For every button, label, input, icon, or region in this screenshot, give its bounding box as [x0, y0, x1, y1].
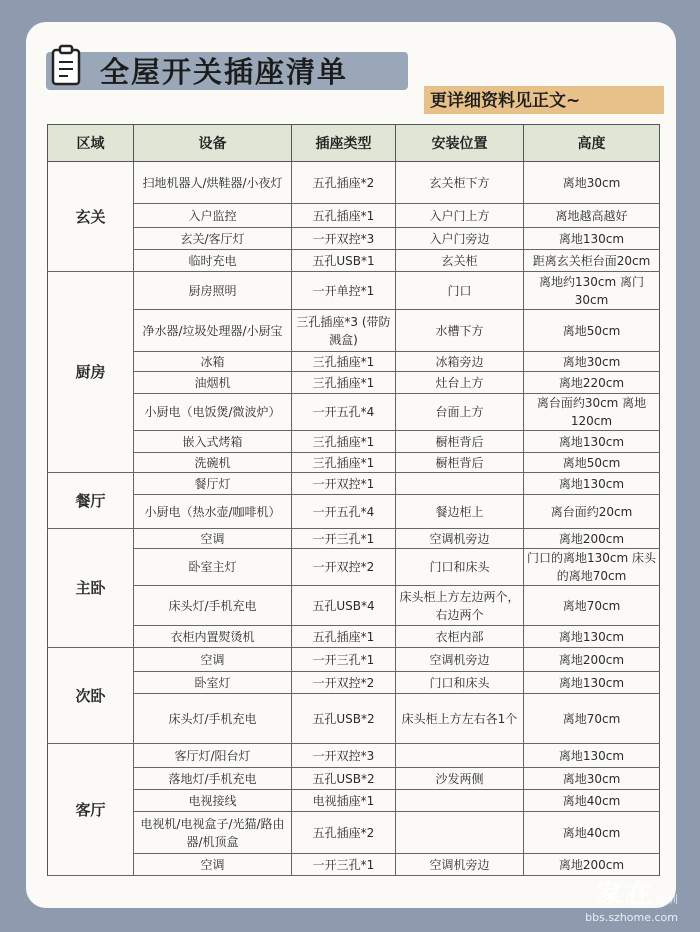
table-row — [48, 648, 660, 672]
device-cell: 落地灯/手机充电 — [134, 768, 292, 790]
device-cell: 电视接线 — [134, 790, 292, 812]
location-cell — [396, 473, 524, 495]
area-cell: 餐厅 — [48, 473, 134, 529]
height-cell: 离台面约30cm 离地120cm — [524, 394, 660, 431]
location-cell: 冰箱旁边 — [396, 352, 524, 372]
height-cell: 离地约130cm 离门30cm — [524, 272, 660, 310]
table-row — [48, 529, 660, 549]
table-row — [48, 250, 660, 272]
location-cell — [396, 744, 524, 768]
table-body — [48, 162, 660, 876]
height-cell: 离地30cm — [524, 768, 660, 790]
table-row — [48, 431, 660, 453]
table-row — [48, 586, 660, 626]
socket-type-cell: 一开五孔*4 — [292, 495, 396, 529]
table-row — [48, 854, 660, 876]
socket-type-cell: 五孔插座*1 — [292, 626, 396, 648]
area-cell: 次卧 — [48, 648, 134, 744]
height-cell: 离台面约20cm — [524, 495, 660, 529]
socket-type-cell: 五孔USB*4 — [292, 586, 396, 626]
device-cell: 嵌入式烤箱 — [134, 431, 292, 453]
height-cell: 离地200cm — [524, 854, 660, 876]
header-area: 区域 — [48, 125, 134, 162]
socket-type-cell: 五孔USB*2 — [292, 768, 396, 790]
socket-type-cell: 一开双控*2 — [292, 549, 396, 586]
socket-type-cell: 五孔USB*2 — [292, 694, 396, 744]
device-cell: 衣柜内置熨烫机 — [134, 626, 292, 648]
location-cell — [396, 812, 524, 854]
subtitle: 更详细资料见正文~ — [430, 91, 581, 111]
table-row — [48, 549, 660, 586]
location-cell: 餐边柜上 — [396, 495, 524, 529]
table-row — [48, 473, 660, 495]
area-cell: 主卧 — [48, 529, 134, 648]
socket-type-cell: 一开三孔*1 — [292, 648, 396, 672]
height-cell: 距离玄关柜台面20cm — [524, 250, 660, 272]
height-cell: 离地30cm — [524, 352, 660, 372]
device-cell: 餐厅灯 — [134, 473, 292, 495]
socket-type-cell: 一开双控*3 — [292, 228, 396, 250]
socket-type-cell: 三孔插座*1 — [292, 431, 396, 453]
device-cell: 油烟机 — [134, 372, 292, 394]
socket-type-cell: 一开双控*3 — [292, 744, 396, 768]
height-cell: 门口的离地130cm 床头的离地70cm — [524, 549, 660, 586]
location-cell — [396, 790, 524, 812]
height-cell: 离地30cm — [524, 162, 660, 204]
device-cell: 入户监控 — [134, 204, 292, 228]
socket-type-cell: 三孔插座*1 — [292, 453, 396, 473]
height-cell: 离地200cm — [524, 529, 660, 549]
device-cell: 洗碗机 — [134, 453, 292, 473]
socket-type-cell: 五孔插座*1 — [292, 204, 396, 228]
location-cell: 门口和床头 — [396, 549, 524, 586]
socket-type-cell: 一开五孔*4 — [292, 394, 396, 431]
height-cell: 离地40cm — [524, 790, 660, 812]
socket-type-cell: 三孔插座*1 — [292, 352, 396, 372]
watermark-city: 深圳 — [656, 893, 678, 906]
height-cell: 离地70cm — [524, 586, 660, 626]
height-cell: 离地130cm — [524, 431, 660, 453]
location-cell: 床头柜上方左边两个，右边两个 — [396, 586, 524, 626]
height-cell: 离地40cm — [524, 812, 660, 854]
location-cell: 台面上方 — [396, 394, 524, 431]
area-cell: 玄关 — [48, 162, 134, 272]
socket-type-cell: 三孔插座*1 — [292, 372, 396, 394]
table-row — [48, 812, 660, 854]
socket-type-cell: 一开三孔*1 — [292, 854, 396, 876]
socket-type-cell: 一开单控*1 — [292, 272, 396, 310]
area-cell: 厨房 — [48, 272, 134, 473]
location-cell: 门口 — [396, 272, 524, 310]
location-cell: 空调机旁边 — [396, 529, 524, 549]
socket-type-cell: 一开双控*2 — [292, 672, 396, 694]
socket-type-cell: 五孔USB*1 — [292, 250, 396, 272]
table-row — [48, 162, 660, 204]
height-cell: 离地越高越好 — [524, 204, 660, 228]
table-row — [48, 372, 660, 394]
height-cell: 离地200cm — [524, 648, 660, 672]
table-row — [48, 453, 660, 473]
location-cell: 灶台上方 — [396, 372, 524, 394]
area-cell: 客厅 — [48, 744, 134, 876]
table-row — [48, 694, 660, 744]
device-cell: 床头灯/手机充电 — [134, 694, 292, 744]
socket-type-cell: 一开三孔*1 — [292, 529, 396, 549]
device-cell: 厨房照明 — [134, 272, 292, 310]
device-cell: 卧室主灯 — [134, 549, 292, 586]
table-row — [48, 272, 660, 310]
height-cell: 离地70cm — [524, 694, 660, 744]
device-cell: 小厨电（电饭煲/微波炉） — [134, 394, 292, 431]
page-title: 全屋开关插座清单 — [100, 55, 349, 89]
socket-type-cell: 五孔插座*2 — [292, 812, 396, 854]
height-cell: 离地130cm — [524, 626, 660, 648]
device-cell: 空调 — [134, 529, 292, 549]
height-cell: 离地130cm — [524, 228, 660, 250]
table-row — [48, 204, 660, 228]
header-device: 设备 — [134, 125, 292, 162]
device-cell: 玄关/客厅灯 — [134, 228, 292, 250]
location-cell: 床头柜上方左右各1个 — [396, 694, 524, 744]
location-cell: 空调机旁边 — [396, 854, 524, 876]
watermark-url: bbs.szhome.com — [585, 911, 678, 924]
table-row — [48, 672, 660, 694]
location-cell: 橱柜背后 — [396, 453, 524, 473]
location-cell: 门口和床头 — [396, 672, 524, 694]
height-cell: 离地130cm — [524, 744, 660, 768]
table-row — [48, 394, 660, 431]
table-row — [48, 228, 660, 250]
watermark-brand: 家在 — [595, 880, 656, 910]
location-cell: 入户门旁边 — [396, 228, 524, 250]
device-cell: 空调 — [134, 648, 292, 672]
device-cell: 小厨电（热水壶/咖啡机） — [134, 495, 292, 529]
device-cell: 空调 — [134, 854, 292, 876]
table-header-row — [48, 125, 660, 162]
device-cell: 临时充电 — [134, 250, 292, 272]
height-cell: 离地50cm — [524, 453, 660, 473]
socket-type-cell: 五孔插座*2 — [292, 162, 396, 204]
location-cell: 橱柜背后 — [396, 431, 524, 453]
device-cell: 电视机/电视盒子/光猫/路由器/机顶盒 — [134, 812, 292, 854]
height-cell: 离地130cm — [524, 473, 660, 495]
table-row — [48, 495, 660, 529]
table-row — [48, 768, 660, 790]
location-cell: 玄关柜 — [396, 250, 524, 272]
device-cell: 冰箱 — [134, 352, 292, 372]
device-cell: 净水器/垃圾处理器/小厨宝 — [134, 310, 292, 352]
socket-type-cell: 三孔插座*3 (带防溅盒) — [292, 310, 396, 352]
location-cell: 玄关柜下方 — [396, 162, 524, 204]
location-cell: 空调机旁边 — [396, 648, 524, 672]
table-row — [48, 310, 660, 352]
height-cell: 离地50cm — [524, 310, 660, 352]
header-location: 安装位置 — [396, 125, 524, 162]
device-cell: 卧室灯 — [134, 672, 292, 694]
socket-type-cell: 电视插座*1 — [292, 790, 396, 812]
height-cell: 离地130cm — [524, 672, 660, 694]
socket-type-cell: 一开双控*1 — [292, 473, 396, 495]
height-cell: 离地220cm — [524, 372, 660, 394]
table-row — [48, 352, 660, 372]
table-row — [48, 626, 660, 648]
device-cell: 扫地机器人/烘鞋器/小夜灯 — [134, 162, 292, 204]
device-cell: 客厅灯/阳台灯 — [134, 744, 292, 768]
device-cell: 床头灯/手机充电 — [134, 586, 292, 626]
header-type: 插座类型 — [292, 125, 396, 162]
table-row — [48, 744, 660, 768]
location-cell: 沙发两侧 — [396, 768, 524, 790]
header-height: 高度 — [524, 125, 660, 162]
location-cell: 入户门上方 — [396, 204, 524, 228]
watermark — [585, 874, 678, 924]
location-cell: 衣柜内部 — [396, 626, 524, 648]
table-row — [48, 790, 660, 812]
switch-socket-table — [47, 124, 660, 876]
location-cell: 水槽下方 — [396, 310, 524, 352]
clipboard-icon — [50, 44, 84, 88]
